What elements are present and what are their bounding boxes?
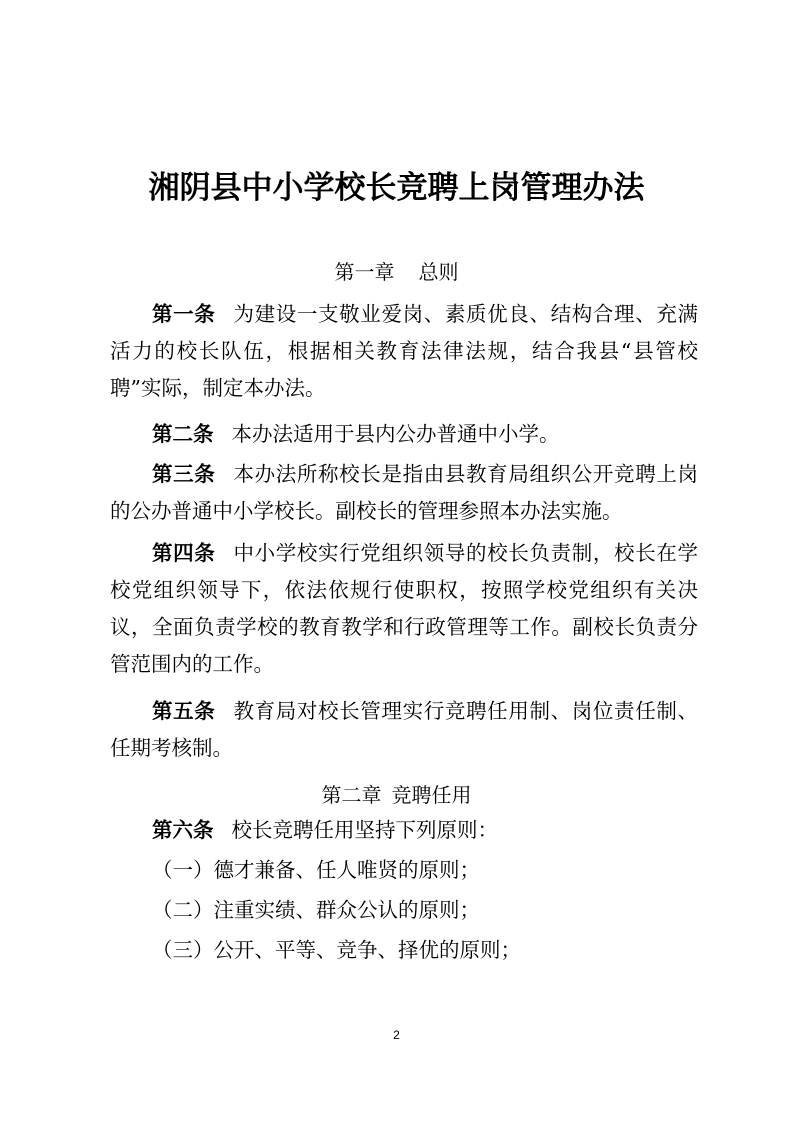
article-2-text: 本办法适用于县内公办普通中小学。 xyxy=(231,422,560,446)
page-number: 2 xyxy=(393,1028,400,1042)
article-6-number: 第六条 xyxy=(152,818,214,842)
chapter-1-label: 第一章 xyxy=(334,260,395,284)
document-title: 湘阴县中小学校长竞聘上岗管理办法 xyxy=(148,170,645,206)
article-2 xyxy=(110,416,698,453)
principle-2: （二）注重实绩、群众公认的原则； xyxy=(152,898,480,922)
article-4-number: 第四条 xyxy=(152,541,216,565)
article-6-text: 校长竞聘任用坚持下列原则： xyxy=(231,818,498,842)
article-5-number: 第五条 xyxy=(152,699,216,723)
chapter-2-label: 第二章 xyxy=(321,783,382,807)
chapter-1-name: 总则 xyxy=(418,260,459,284)
article-2-number: 第二条 xyxy=(152,422,214,446)
article-3-number: 第三条 xyxy=(152,462,216,486)
article-3 xyxy=(110,456,698,530)
article-5 xyxy=(110,693,698,767)
article-4-text: 中小学校实行党组织领导的校长负责制，校长在学校党组织领导下，依法依规行使职权，按照学校党组织有关决议，全面负责学校的教育教学和行政管理等工作。副校长负责分管范围内的工作。 xyxy=(110,541,698,676)
article-4 xyxy=(110,535,698,683)
chapter-2-name: 竞聘任用 xyxy=(391,783,472,807)
chapter-heading-2 xyxy=(0,781,793,809)
article-1-number: 第一条 xyxy=(152,302,216,326)
principle-3: （三）公开、平等、竞争、择优的原则； xyxy=(152,938,521,962)
chapter-heading-1 xyxy=(0,258,793,286)
article-6 xyxy=(110,812,698,849)
principle-1: （一）德才兼备、任人唯贤的原则； xyxy=(152,858,480,882)
article-1-text: 为建设一支敬业爱岗、素质优良、结构合理、充满活力的校长队伍，根据相关教育法律法规，结合我县“县管校聘”实际，制定本办法。 xyxy=(110,302,698,400)
article-3-text: 本办法所称校长是指由县教育局组织公开竞聘上岗的公办普通中小学校长。副校长的管理参照本办法实施。 xyxy=(110,462,698,523)
article-1 xyxy=(110,296,698,407)
article-5-text: 教育局对校长管理实行竞聘任用制、岗位责任制、任期考核制。 xyxy=(110,699,698,760)
